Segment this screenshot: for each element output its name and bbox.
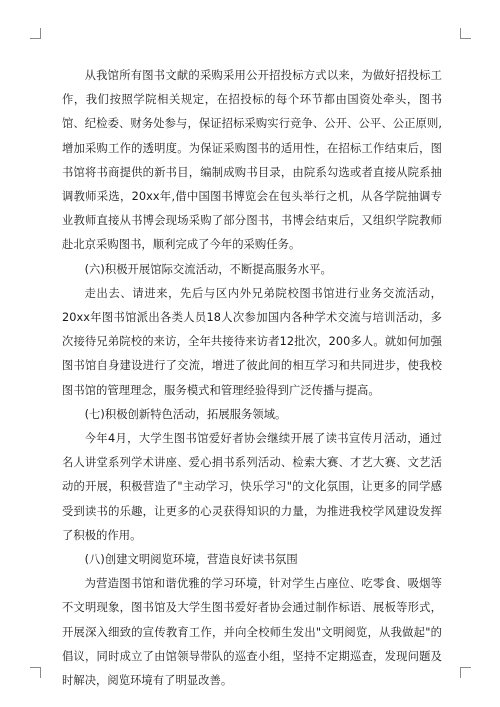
section-heading-environment: (八)创建文明阅览环境，营造良好读书氛围 bbox=[84, 553, 298, 567]
document-body bbox=[62, 64, 442, 693]
paragraph-exchange: 走出去、请进来，先后与区内外兄弟院校图书馆进行业务交流活动，20xx年图书馆派出各类人员18人次参加国内各种学术交流与培训活动，多次接待兄弟院校的来访，全年共接待来访者12批次，200多人。就如何加强图书馆自身建设进行了交流，增进了彼此间的相互学习和共同进步，使我校图书馆的管理理念，服务模式和管理经验得到广泛传播与提高。 bbox=[62, 286, 442, 397]
crop-mark-top-right bbox=[460, 28, 471, 39]
crop-mark-bottom-left bbox=[30, 667, 41, 678]
crop-mark-top-left bbox=[30, 28, 41, 39]
section-heading-activities: (七)积极创新特色活动，拓展服务领域。 bbox=[84, 407, 287, 421]
crop-mark-bottom-right bbox=[460, 667, 471, 678]
paragraph-environment: 为营造图书馆和谐优雅的学习环境，针对学生占座位、吃零食、吸烟等不文明现象，图书馆及大学生图书爱好者协会通过制作标语、展板等形式，开展深入细致的宣传教育工作，并向全校师生发出"文明阅览，从我做起"的倡议，同时成立了由馆领导带队的巡查小组，坚持不定期巡查，发现问题及时解决，阅览环境有了明显改善。 bbox=[62, 577, 442, 688]
paragraph-procurement: 从我馆所有图书文献的采购采用公开招投标方式以来，为做好招投标工作，我们按照学院相关规定，在招投标的每个环节都由国资处牵头，图书馆、纪检委、财务处参与，保证招标采购实行竞争、公开、公平、公正原则,增加采购工作的透明度。为保证采购图书的适用性，在招标工作结束后，图书馆将书商提供的新书目，编制成购书目录，由院系勾选或者直接从院系抽调教师采选，20xx年,借中国图书博览会在包头举行之机，从各学院抽调专业教师直接从书博会现场采购了部分图书，书博会结束后，又组织学院教师赴北京采购图书，顺利完成了今年的采购任务。 bbox=[62, 69, 442, 252]
paragraph-activities: 今年4月，大学生图书馆爱好者协会继续开展了读书宣传月活动，通过名人讲堂系列学术讲座、爱心捐书系列活动、检索大赛、才艺大赛、文艺活动的开展，积极营造了"主动学习，快乐学习"的文化氛围，让更多的同学感受到读书的乐趣，让更多的心灵获得知识的力量，为推进我校学风建设发挥了积极的作用。 bbox=[62, 432, 442, 542]
section-heading-exchange: (六)积极开展馆际交流活动，不断提高服务水平。 bbox=[84, 262, 332, 276]
